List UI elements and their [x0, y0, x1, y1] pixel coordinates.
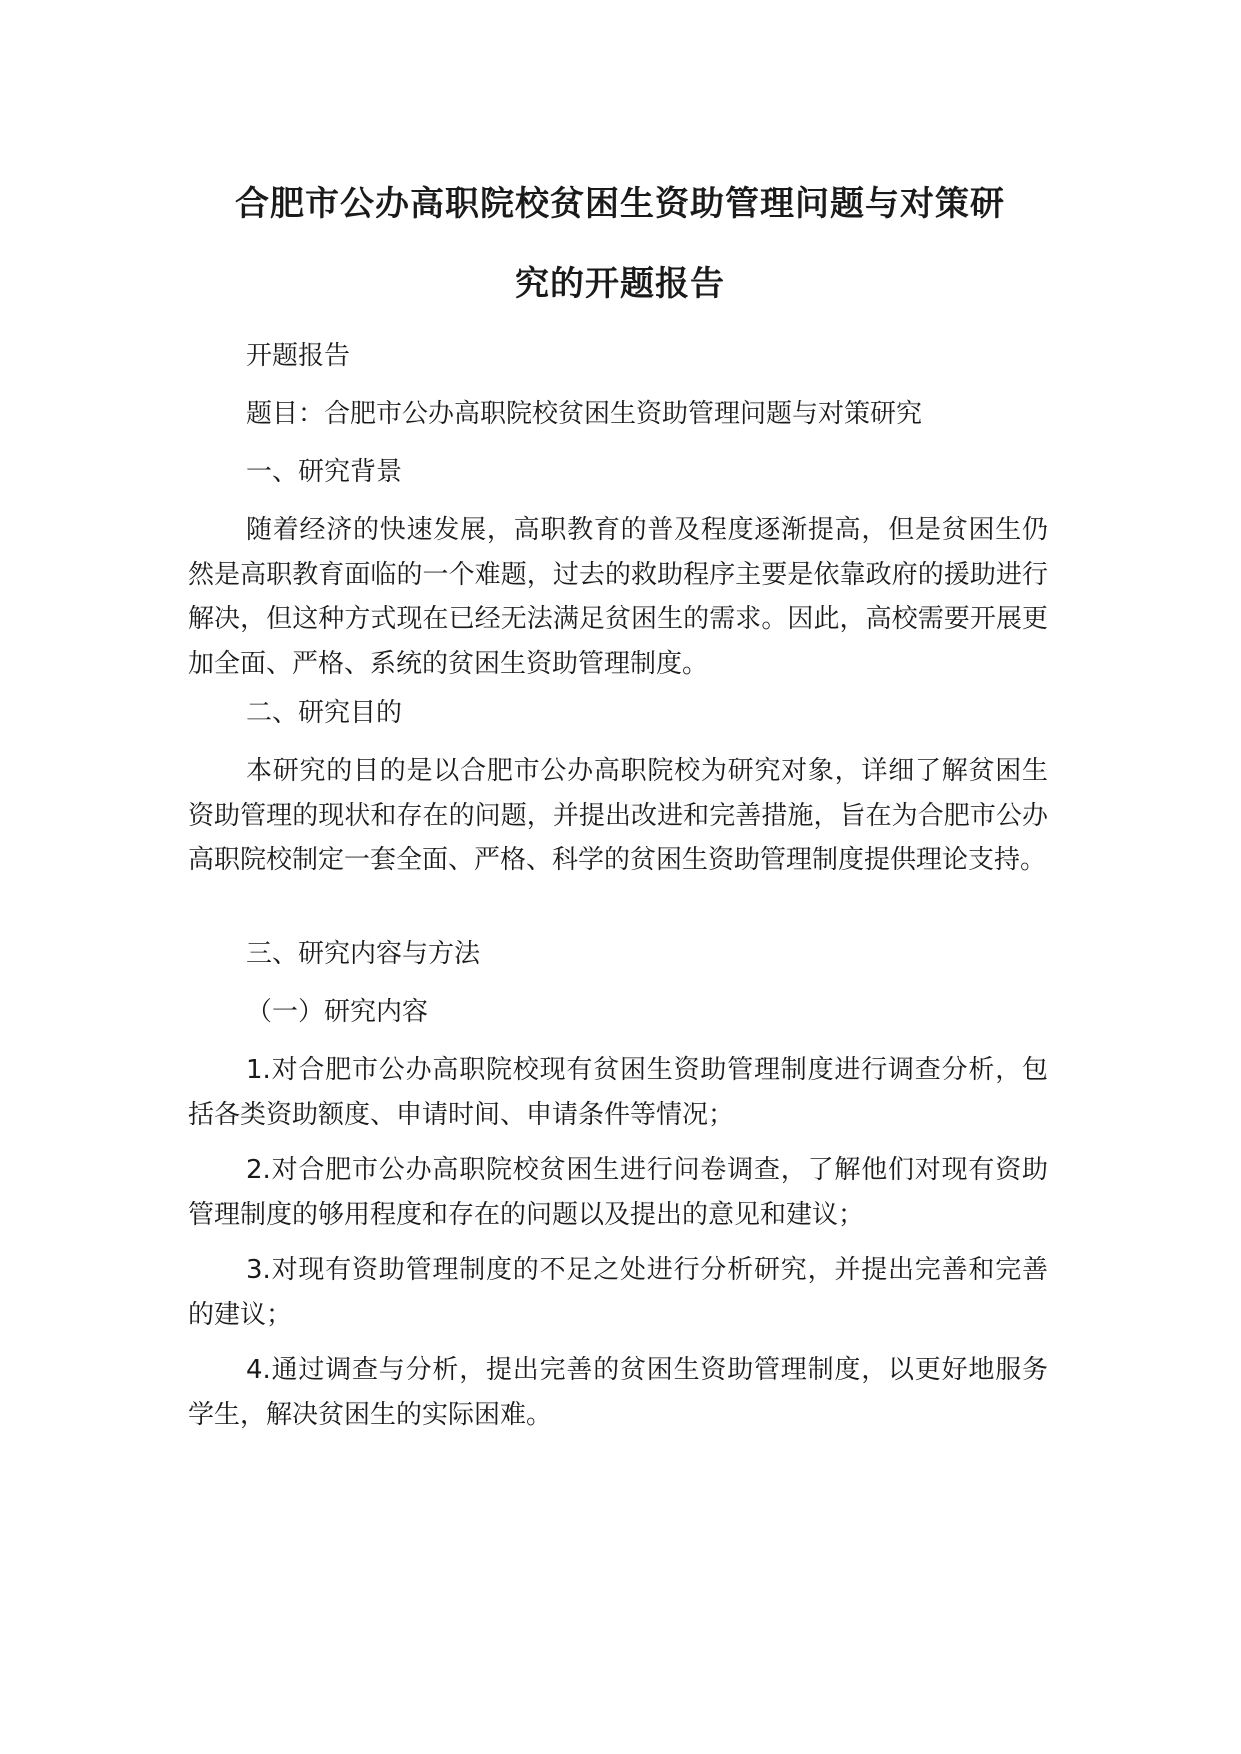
section-heading-background: 一、研究背景 [246, 457, 403, 487]
list-item: 2.对合肥市公办高职院校贫困生进行问卷调查，了解他们对现有资助管理制度的够用程度和存在的问题以及提出的意见和建议； [188, 1155, 1048, 1230]
document-title-line-1: 合肥市公办高职院校贫困生资助管理问题与对策研 [235, 184, 1005, 224]
list-item: 4.通过调查与分析，提出完善的贫困生资助管理制度，以更好地服务学生，解决贫困生的实际困难。 [188, 1355, 1048, 1430]
list-item: 3.对现有资助管理制度的不足之处进行分析研究，并提出完善和完善的建议； [188, 1255, 1048, 1330]
section-body-background: 随着经济的快速发展，高职教育的普及程度逐渐提高，但是贫困生仍然是高职教育面临的一个难题，过去的救助程序主要是依靠政府的援助进行解决，但这种方式现在已经无法满足贫困生的需求。因此，高校需要开展更加全面、严格、系统的贫困生资助管理制度。 [188, 515, 1048, 679]
document-title-line-2: 究的开题报告 [515, 264, 725, 304]
section-body-purpose: 本研究的目的是以合肥市公办高职院校为研究对象，详细了解贫困生资助管理的现状和存在的问题，并提出改进和完善措施，旨在为合肥市公办高职院校制定一套全面、严格、科学的贫困生资助管理制度提供理论支持。 [188, 756, 1048, 875]
subsection-heading-content: （一）研究内容 [246, 997, 429, 1027]
report-topic: 题目：合肥市公办高职院校贫困生资助管理问题与对策研究 [246, 399, 923, 429]
section-heading-purpose: 二、研究目的 [246, 698, 403, 728]
section-heading-content-method: 三、研究内容与方法 [246, 939, 481, 969]
report-label: 开题报告 [246, 341, 351, 371]
list-item: 1.对合肥市公办高职院校现有贫困生资助管理制度进行调查分析，包括各类资助额度、申请时间、申请条件等情况； [188, 1055, 1048, 1130]
